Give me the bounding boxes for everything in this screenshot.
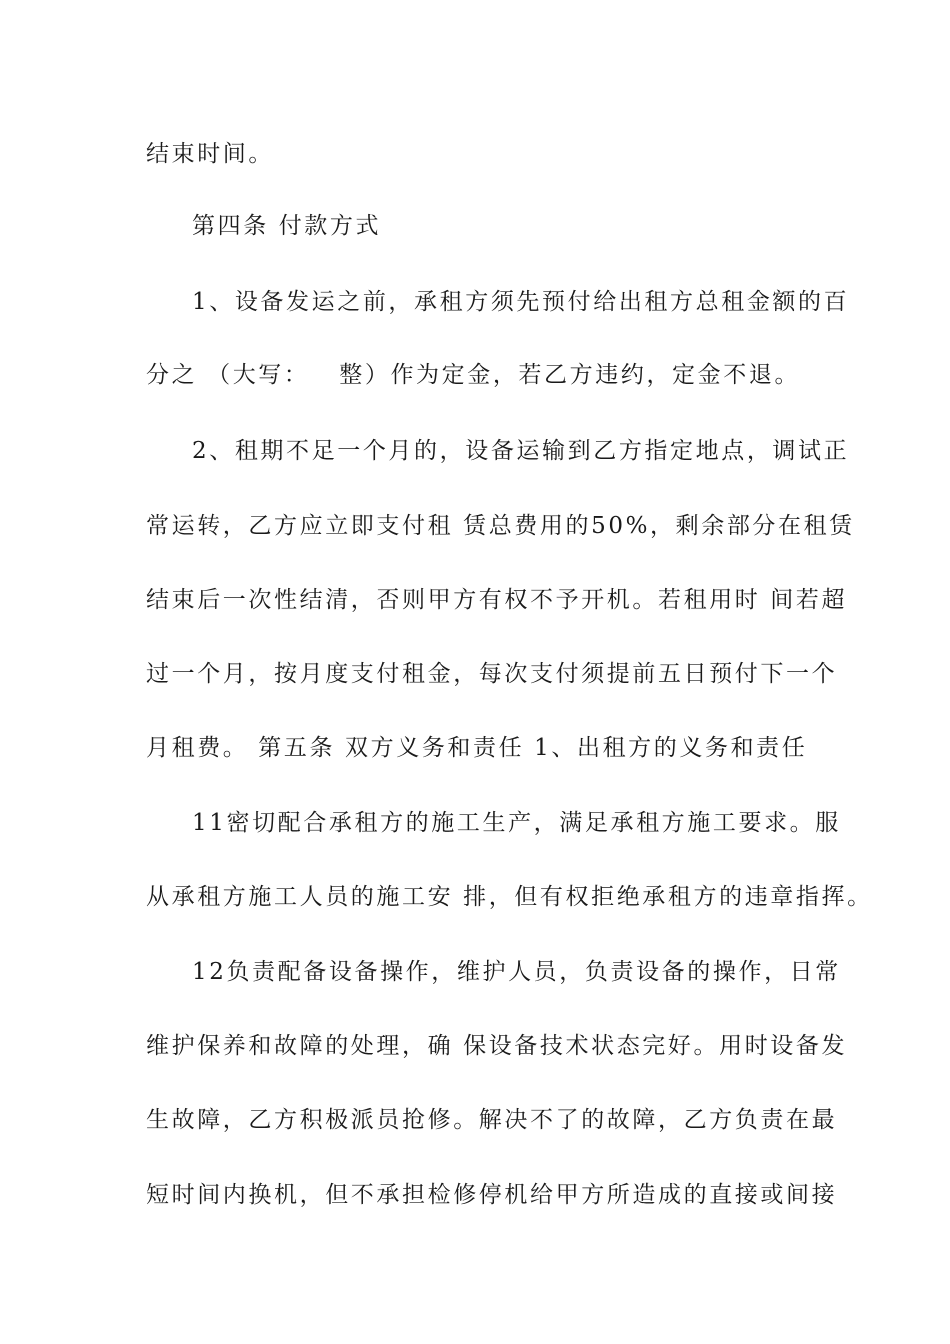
- text-line-3: 1、设备发运之前，承租方须先预付给出租方总租金额的百: [192, 289, 850, 315]
- text-line-15: 短时间内换机，但不承担检修停机给甲方所造成的直接或间接: [146, 1182, 838, 1208]
- text-line-5: 2、租期不足一个月的，设备运输到乙方指定地点，调试正: [192, 438, 850, 464]
- text-line-11: 从承租方施工人员的施工安 排，但有权拒绝承租方的违章指挥。: [146, 884, 873, 910]
- section-heading-article-4: 第四条 付款方式: [192, 213, 382, 239]
- text-line-9: 月租费。 第五条 双方义务和责任 1、出租方的义务和责任: [146, 735, 808, 761]
- text-line-6: 常运转，乙方应立即支付租 赁总费用的50%，剩余部分在租赁: [146, 513, 855, 539]
- text-line-12: 12负责配备设备操作，维护人员，负责设备的操作，日常: [192, 959, 841, 985]
- text-line-1: 结束时间。: [146, 141, 274, 167]
- text-line-13: 维护保养和故障的处理，确 保设备技术状态完好。用时设备发: [146, 1033, 848, 1059]
- text-line-14: 生故障，乙方积极派员抢修。解决不了的故障，乙方负责在最: [146, 1107, 838, 1133]
- text-line-4: 分之 （大写： 整）作为定金，若乙方违约，定金不退。: [146, 362, 801, 388]
- text-line-7: 结束后一次性结清，否则甲方有权不予开机。若租用时 间若超: [146, 587, 848, 613]
- text-line-8: 过一个月，按月度支付租金，每次支付须提前五日预付下一个: [146, 661, 838, 687]
- text-line-10: 11密切配合承租方的施工生产，满足承租方施工要求。服: [192, 810, 841, 836]
